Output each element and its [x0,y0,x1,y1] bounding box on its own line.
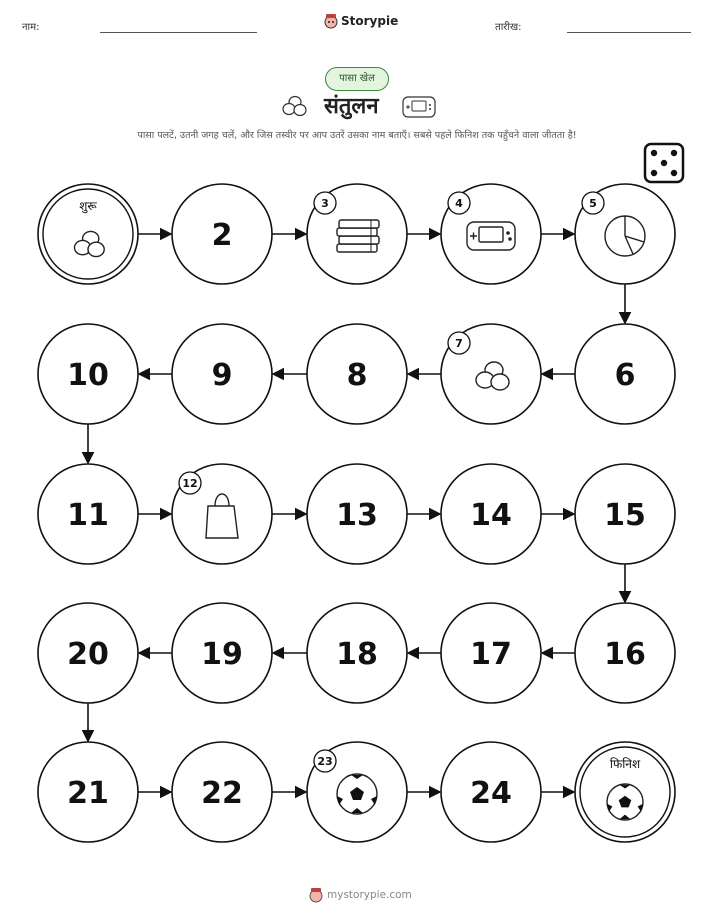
board-cell-21 [38,742,138,842]
board-cell-1 [38,184,138,284]
cell-number: 24 [470,776,512,811]
game-type-tag: पासा खेल [325,67,389,91]
footer-site: mystorypie.com [327,889,412,901]
books-icon [337,220,379,252]
game-console-icon [467,222,515,250]
board-cell-22 [172,742,272,842]
board-cell-17 [441,603,541,703]
mascot-icon [309,887,323,903]
board-cell-19 [172,603,272,703]
board-cell-8 [307,324,407,424]
name-label: नाम: [22,22,40,33]
instructions: पासा पलटें, उतनी जगह चलें, और जिस तस्वीर पर आप उतरें उसका नाम बताएँ। सबसे पहले फिनिश तक पहुँचने वाला जीतता है! [137,130,577,141]
board-cell-5 [575,184,675,284]
pie-chart-icon [605,216,645,256]
cell-number: 18 [336,637,378,672]
cell-number: 20 [67,637,109,672]
finish-label: फिनिश [609,757,641,771]
soccer-ball-icon [337,774,377,814]
board-cell-18 [307,603,407,703]
board-cell-13 [307,464,407,564]
cell-number: 2 [211,218,233,253]
board-cell-10 [38,324,138,424]
cell-number: 6 [614,358,636,393]
date-label: तारीख: [495,22,522,33]
board-cell-23 [307,742,407,842]
board-cell-12 [172,464,272,564]
board-cell-14 [441,464,541,564]
board-cell-25 [575,742,675,842]
board-cell-6 [575,324,675,424]
cell-number: 4 [455,197,463,210]
cell-number: 17 [470,637,512,672]
cell-number: 10 [67,358,109,393]
cell-number: 22 [201,776,243,811]
board-cell-9 [172,324,272,424]
board-cell-20 [38,603,138,703]
board-cell-24 [441,742,541,842]
cell-number: 21 [67,776,109,811]
cell-number: 5 [589,197,597,210]
cell-number: 3 [321,197,329,210]
board-cell-7 [441,324,541,424]
board-cell-15 [575,464,675,564]
cell-number: 8 [346,358,368,393]
cell-number: 7 [455,337,463,350]
footer [309,887,412,903]
board-cell-3 [307,184,407,284]
board-cell-16 [575,603,675,703]
cell-number: 9 [211,358,233,393]
cell-number: 19 [201,637,243,672]
cell-number: 23 [317,755,333,768]
cell-number: 13 [336,498,378,533]
cell-number: 11 [67,498,109,533]
cell-number: 15 [604,498,646,533]
cell-number: 14 [470,498,512,533]
cell-number: 12 [182,477,198,490]
cell-number: 16 [604,637,646,672]
page-title: संतुलन [324,94,379,119]
board-cell-11 [38,464,138,564]
start-label: शुरू [79,199,97,213]
brand-name: Storypie [341,14,399,28]
soccer-ball-icon [607,784,643,820]
board-cell-2 [172,184,272,284]
board-cell-4 [441,184,541,284]
